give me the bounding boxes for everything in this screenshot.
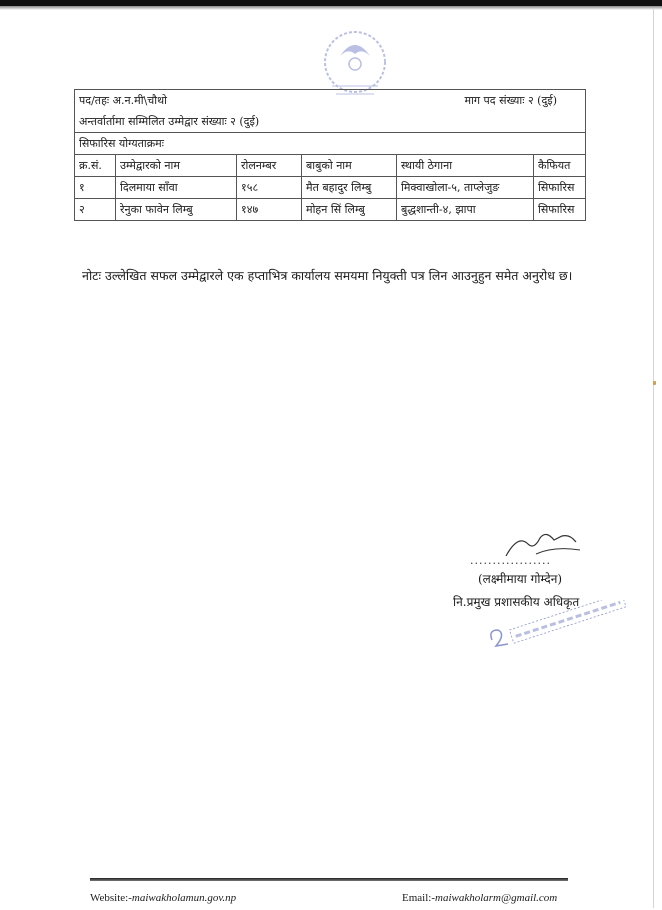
scan-speck — [653, 381, 656, 385]
row-serial: २ — [75, 199, 116, 221]
email-label: Email:- — [402, 892, 435, 904]
table-header-row — [75, 155, 586, 177]
interview-cell — [75, 111, 586, 133]
row-roll-number: १४७ — [237, 199, 302, 221]
footer-website — [90, 892, 236, 904]
row-remarks: सिफारिस — [534, 177, 586, 199]
footer-email — [402, 892, 557, 904]
row-address: मिक्वाखोला-५, ताप्लेजुङ — [397, 177, 534, 199]
notice-text: नोटः उल्लेखित सफल उम्मेद्वारले एक हप्ताभित्र कार्यालय समयमा नियुक्ती पत्र लिन आउनुहुन समेत अनुरोध छ। — [82, 268, 573, 283]
row-roll-number: १५८ — [237, 177, 302, 199]
header-remarks: कैफियत — [534, 155, 586, 177]
table-row — [75, 177, 586, 199]
merit-cell — [75, 133, 586, 155]
interview-label: अन्तर्वार्तामा सम्मिलित उम्मेद्वार संख्याः २ (दुई) — [79, 115, 260, 128]
signature-dotted-line: .................. — [470, 554, 551, 567]
footer-divider — [90, 878, 568, 881]
signer-title: नि.प्रमुख प्रशासकीय अधिकृत — [453, 595, 580, 609]
merit-label: सिफारिस योग्यताक्रमः — [79, 137, 164, 150]
row-candidate-name: दिलमाया साँवा — [116, 177, 237, 199]
row-father-name: मैत बहादुर लिम्बु — [302, 177, 397, 199]
row-father-name: मोहन सिं लिम्बु — [302, 199, 397, 221]
header-serial: क्र.सं. — [75, 155, 116, 177]
row-remarks: सिफारिस — [534, 199, 586, 221]
scan-top-shade — [0, 6, 662, 10]
interview-row — [75, 111, 586, 133]
website-label: Website:- — [90, 892, 132, 904]
post-label: पद/तहः अ.न.मी\चौथो — [79, 94, 167, 107]
website-link[interactable]: maiwakholamun.gov.np — [131, 892, 237, 904]
table-row — [75, 199, 586, 221]
email-link[interactable]: maiwakholarm@gmail.com — [435, 892, 558, 904]
scan-right-edge — [653, 8, 654, 908]
header-father-name: बाबुको नाम — [302, 155, 397, 177]
demand-label: माग पद संख्याः २ (दुई) — [464, 94, 557, 107]
row-address: बुद्धशान्ती-४, झापा — [397, 199, 534, 221]
row-candidate-name: रेनुका फावेन लिम्बु — [116, 199, 237, 221]
official-stamp-icon — [486, 600, 636, 660]
header-address: स्थायी ठेगाना — [397, 155, 534, 177]
header-roll-number: रोलनम्बर — [237, 155, 302, 177]
header-candidate-name: उम्मेद्वारको नाम — [116, 155, 237, 177]
recommendation-table — [74, 89, 586, 221]
row-serial: १ — [75, 177, 116, 199]
merit-row — [75, 133, 586, 155]
signer-name: (लक्ष्मीमाया गोम्देन) — [478, 572, 563, 586]
post-row — [75, 90, 586, 112]
post-cell — [75, 90, 586, 112]
